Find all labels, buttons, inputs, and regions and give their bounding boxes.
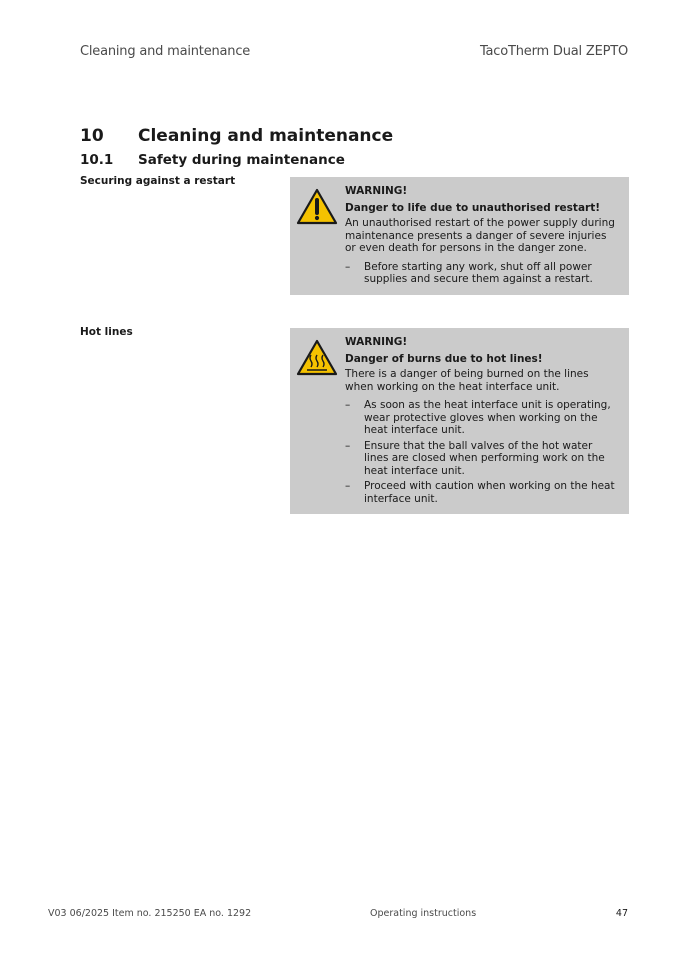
warning-box-hot-lines	[290, 328, 629, 514]
section-heading	[80, 126, 393, 146]
bullet-list	[345, 261, 617, 286]
exclamation-warning-icon	[296, 188, 338, 226]
bullet-list	[345, 399, 617, 505]
footer-document-type: Operating instructions	[370, 908, 477, 919]
warning-box-restart	[290, 177, 629, 295]
running-header-left: Cleaning and maintenance	[80, 44, 251, 59]
warning-title: Danger to life due to unauthorised restart!	[345, 201, 601, 214]
subsection-title: Safety during maintenance	[138, 152, 345, 168]
page-number: 47	[615, 908, 628, 919]
section-number: 10	[80, 126, 104, 146]
list-item: – As soon as the heat interface unit is operating, wear protective gloves when working on the heat interface unit.	[345, 399, 611, 436]
signal-word: WARNING!	[345, 336, 408, 348]
subsection-number: 10.1	[80, 152, 114, 168]
warning-text: An unauthorised restart of the power supply during maintenance presents a danger of severe injuries or even death for persons in the danger zone.	[345, 217, 615, 254]
list-item: – Before starting any work, shut off all power supplies and secure them against a restart.	[345, 260, 593, 285]
list-item: – Proceed with caution when working on the heat interface unit.	[345, 480, 615, 505]
side-label-restart: Securing against a restart	[80, 175, 236, 187]
hot-surface-warning-icon	[296, 339, 338, 377]
list-item: – Ensure that the ball valves of the hot water lines are closed when performing work on the heat interface unit.	[345, 439, 605, 477]
running-header-right: TacoTherm Dual ZEPTO	[479, 44, 628, 59]
warning-text: There is a danger of being burned on the lines when working on the heat interface unit.	[345, 368, 589, 393]
side-label-hot-lines: Hot lines	[80, 326, 133, 338]
section-title: Cleaning and maintenance	[138, 126, 394, 146]
subsection-heading	[80, 152, 345, 168]
warning-title: Danger of burns due to hot lines!	[345, 352, 543, 365]
footer-document-id: V03 06/2025 Item no. 215250 EA no. 1292	[48, 908, 252, 919]
signal-word: WARNING!	[345, 185, 408, 197]
